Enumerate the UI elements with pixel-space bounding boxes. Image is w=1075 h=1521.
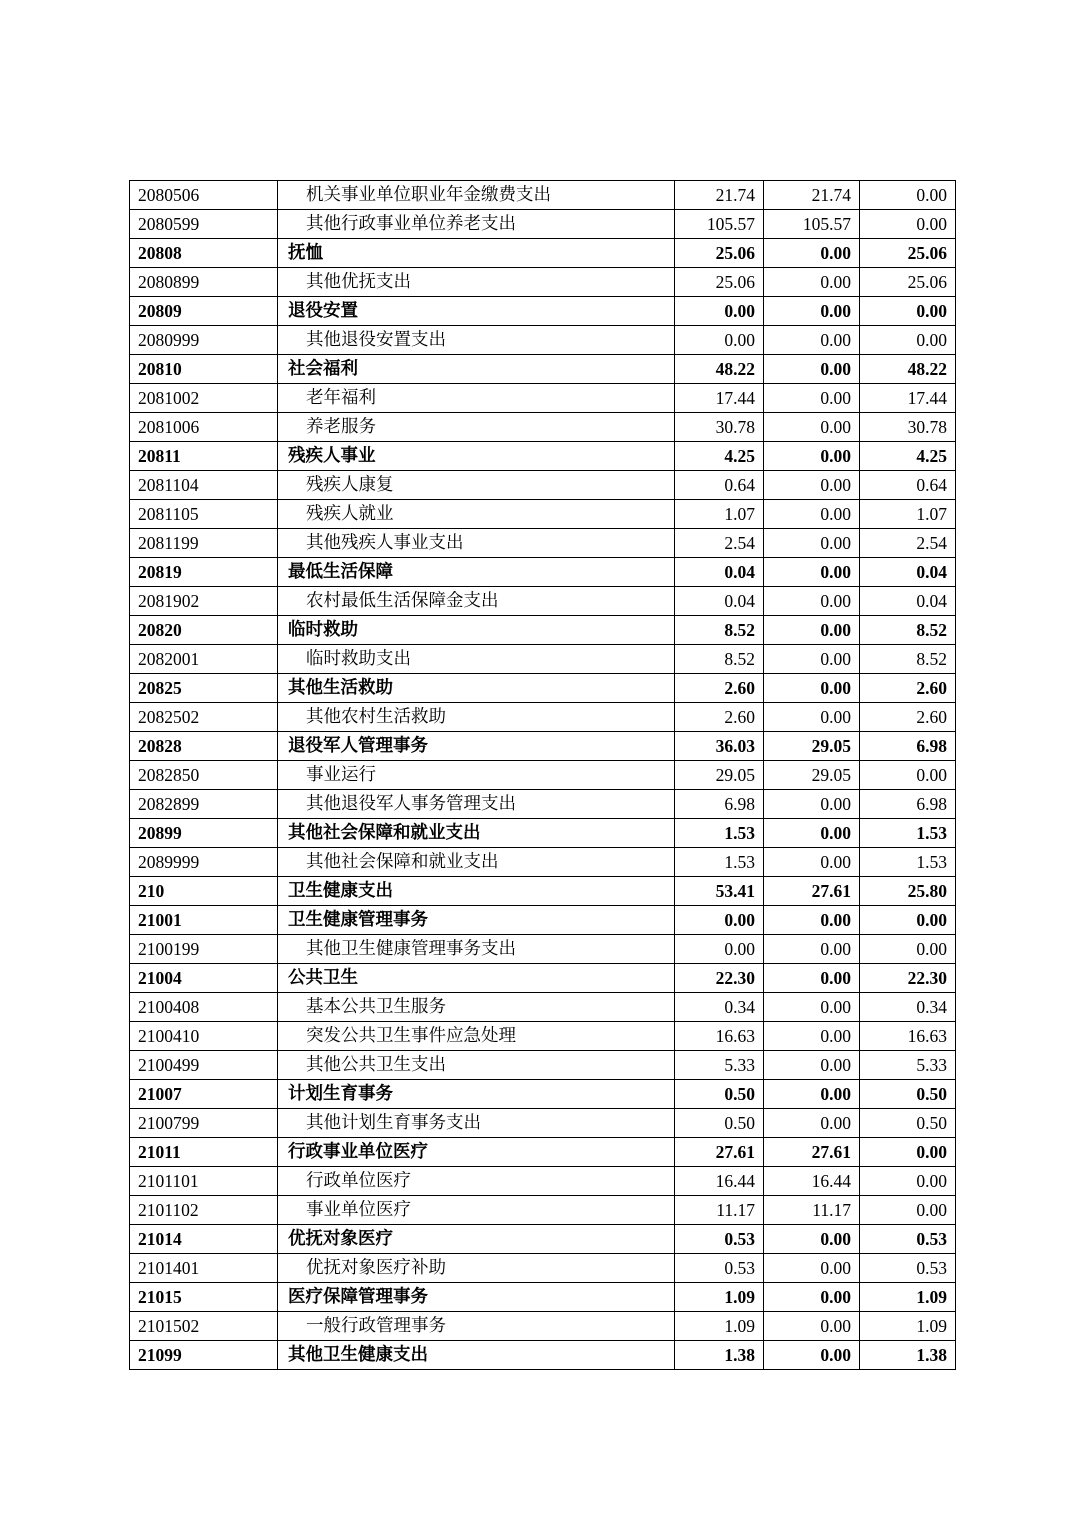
project-amount-cell: 16.63 bbox=[860, 1022, 956, 1051]
basic-amount-cell: 0.00 bbox=[764, 1225, 860, 1254]
item-name-cell: 事业运行 bbox=[278, 761, 675, 790]
total-amount-cell: 27.61 bbox=[675, 1138, 764, 1167]
project-amount-cell: 0.34 bbox=[860, 993, 956, 1022]
category-row bbox=[130, 732, 956, 761]
item-name-cell: 计划生育事务 bbox=[278, 1080, 675, 1109]
table-row bbox=[130, 587, 956, 616]
account-code-cell: 21015 bbox=[130, 1283, 278, 1312]
total-amount-cell: 0.00 bbox=[675, 906, 764, 935]
account-code-cell: 2101102 bbox=[130, 1196, 278, 1225]
basic-amount-cell: 0.00 bbox=[764, 906, 860, 935]
category-row bbox=[130, 442, 956, 471]
account-code-cell: 210 bbox=[130, 877, 278, 906]
total-amount-cell: 8.52 bbox=[675, 645, 764, 674]
item-name-cell: 突发公共卫生事件应急处理 bbox=[278, 1022, 675, 1051]
basic-amount-cell: 16.44 bbox=[764, 1167, 860, 1196]
project-amount-cell: 0.64 bbox=[860, 471, 956, 500]
project-amount-cell: 1.09 bbox=[860, 1283, 956, 1312]
account-code-cell: 2100499 bbox=[130, 1051, 278, 1080]
total-amount-cell: 21.74 bbox=[675, 181, 764, 210]
total-amount-cell: 0.04 bbox=[675, 587, 764, 616]
item-name-cell: 最低生活保障 bbox=[278, 558, 675, 587]
table-row bbox=[130, 1109, 956, 1138]
total-amount-cell: 1.38 bbox=[675, 1341, 764, 1370]
item-name-cell: 其他退役军人事务管理支出 bbox=[278, 790, 675, 819]
project-amount-cell: 17.44 bbox=[860, 384, 956, 413]
item-name-cell: 残疾人事业 bbox=[278, 442, 675, 471]
account-code-cell: 2082899 bbox=[130, 790, 278, 819]
account-code-cell: 2081105 bbox=[130, 500, 278, 529]
table-row bbox=[130, 326, 956, 355]
category-row bbox=[130, 355, 956, 384]
table-row bbox=[130, 1167, 956, 1196]
category-row bbox=[130, 1225, 956, 1254]
table-row bbox=[130, 1254, 956, 1283]
project-amount-cell: 25.06 bbox=[860, 268, 956, 297]
item-name-cell: 临时救助支出 bbox=[278, 645, 675, 674]
table-row bbox=[130, 268, 956, 297]
project-amount-cell: 2.60 bbox=[860, 703, 956, 732]
project-amount-cell: 25.80 bbox=[860, 877, 956, 906]
project-amount-cell: 0.00 bbox=[860, 297, 956, 326]
table-row bbox=[130, 1312, 956, 1341]
item-name-cell: 农村最低生活保障金支出 bbox=[278, 587, 675, 616]
total-amount-cell: 1.53 bbox=[675, 819, 764, 848]
table-row bbox=[130, 210, 956, 239]
project-amount-cell: 0.00 bbox=[860, 210, 956, 239]
basic-amount-cell: 29.05 bbox=[764, 732, 860, 761]
total-amount-cell: 0.53 bbox=[675, 1225, 764, 1254]
account-code-cell: 2081002 bbox=[130, 384, 278, 413]
total-amount-cell: 16.63 bbox=[675, 1022, 764, 1051]
basic-amount-cell: 0.00 bbox=[764, 355, 860, 384]
total-amount-cell: 29.05 bbox=[675, 761, 764, 790]
basic-amount-cell: 0.00 bbox=[764, 326, 860, 355]
project-amount-cell: 8.52 bbox=[860, 645, 956, 674]
basic-amount-cell: 11.17 bbox=[764, 1196, 860, 1225]
category-row bbox=[130, 239, 956, 268]
basic-amount-cell: 0.00 bbox=[764, 587, 860, 616]
total-amount-cell: 0.00 bbox=[675, 935, 764, 964]
item-name-cell: 临时救助 bbox=[278, 616, 675, 645]
category-row bbox=[130, 964, 956, 993]
basic-amount-cell: 27.61 bbox=[764, 1138, 860, 1167]
project-amount-cell: 0.00 bbox=[860, 1196, 956, 1225]
total-amount-cell: 1.09 bbox=[675, 1283, 764, 1312]
item-name-cell: 其他农村生活救助 bbox=[278, 703, 675, 732]
item-name-cell: 优抚对象医疗 bbox=[278, 1225, 675, 1254]
item-name-cell: 行政事业单位医疗 bbox=[278, 1138, 675, 1167]
basic-amount-cell: 0.00 bbox=[764, 819, 860, 848]
basic-amount-cell: 0.00 bbox=[764, 471, 860, 500]
category-row bbox=[130, 297, 956, 326]
account-code-cell: 20825 bbox=[130, 674, 278, 703]
basic-amount-cell: 0.00 bbox=[764, 297, 860, 326]
category-row bbox=[130, 1080, 956, 1109]
basic-amount-cell: 0.00 bbox=[764, 993, 860, 1022]
account-code-cell: 20899 bbox=[130, 819, 278, 848]
basic-amount-cell: 0.00 bbox=[764, 935, 860, 964]
item-name-cell: 老年福利 bbox=[278, 384, 675, 413]
account-code-cell: 2082001 bbox=[130, 645, 278, 674]
project-amount-cell: 0.00 bbox=[860, 761, 956, 790]
total-amount-cell: 1.53 bbox=[675, 848, 764, 877]
project-amount-cell: 0.04 bbox=[860, 558, 956, 587]
project-amount-cell: 4.25 bbox=[860, 442, 956, 471]
account-code-cell: 20828 bbox=[130, 732, 278, 761]
account-code-cell: 21007 bbox=[130, 1080, 278, 1109]
item-name-cell: 其他社会保障和就业支出 bbox=[278, 819, 675, 848]
account-code-cell: 2101502 bbox=[130, 1312, 278, 1341]
item-name-cell: 残疾人就业 bbox=[278, 500, 675, 529]
basic-amount-cell: 0.00 bbox=[764, 442, 860, 471]
total-amount-cell: 105.57 bbox=[675, 210, 764, 239]
project-amount-cell: 0.53 bbox=[860, 1225, 956, 1254]
table-row bbox=[130, 500, 956, 529]
item-name-cell: 公共卫生 bbox=[278, 964, 675, 993]
basic-amount-cell: 0.00 bbox=[764, 1109, 860, 1138]
total-amount-cell: 0.00 bbox=[675, 326, 764, 355]
total-amount-cell: 0.50 bbox=[675, 1080, 764, 1109]
item-name-cell: 事业单位医疗 bbox=[278, 1196, 675, 1225]
item-name-cell: 其他优抚支出 bbox=[278, 268, 675, 297]
basic-amount-cell: 0.00 bbox=[764, 239, 860, 268]
project-amount-cell: 30.78 bbox=[860, 413, 956, 442]
basic-amount-cell: 0.00 bbox=[764, 964, 860, 993]
category-row bbox=[130, 616, 956, 645]
project-amount-cell: 48.22 bbox=[860, 355, 956, 384]
basic-amount-cell: 0.00 bbox=[764, 645, 860, 674]
item-name-cell: 一般行政管理事务 bbox=[278, 1312, 675, 1341]
account-code-cell: 20819 bbox=[130, 558, 278, 587]
basic-amount-cell: 0.00 bbox=[764, 529, 860, 558]
category-row bbox=[130, 674, 956, 703]
table-row bbox=[130, 993, 956, 1022]
total-amount-cell: 30.78 bbox=[675, 413, 764, 442]
item-name-cell: 残疾人康复 bbox=[278, 471, 675, 500]
item-name-cell: 社会福利 bbox=[278, 355, 675, 384]
basic-amount-cell: 105.57 bbox=[764, 210, 860, 239]
table-row bbox=[130, 471, 956, 500]
project-amount-cell: 0.00 bbox=[860, 906, 956, 935]
total-amount-cell: 2.60 bbox=[675, 703, 764, 732]
total-amount-cell: 11.17 bbox=[675, 1196, 764, 1225]
basic-amount-cell: 0.00 bbox=[764, 268, 860, 297]
basic-amount-cell: 0.00 bbox=[764, 616, 860, 645]
total-amount-cell: 0.04 bbox=[675, 558, 764, 587]
account-code-cell: 2100410 bbox=[130, 1022, 278, 1051]
table-row bbox=[130, 848, 956, 877]
basic-amount-cell: 0.00 bbox=[764, 558, 860, 587]
basic-amount-cell: 0.00 bbox=[764, 500, 860, 529]
account-code-cell: 21001 bbox=[130, 906, 278, 935]
table-row bbox=[130, 1196, 956, 1225]
basic-amount-cell: 29.05 bbox=[764, 761, 860, 790]
project-amount-cell: 1.53 bbox=[860, 819, 956, 848]
account-code-cell: 2081104 bbox=[130, 471, 278, 500]
account-code-cell: 2080506 bbox=[130, 181, 278, 210]
item-name-cell: 其他残疾人事业支出 bbox=[278, 529, 675, 558]
category-row bbox=[130, 877, 956, 906]
account-code-cell: 2082502 bbox=[130, 703, 278, 732]
total-amount-cell: 48.22 bbox=[675, 355, 764, 384]
project-amount-cell: 2.54 bbox=[860, 529, 956, 558]
category-row bbox=[130, 1283, 956, 1312]
account-code-cell: 21014 bbox=[130, 1225, 278, 1254]
item-name-cell: 其他社会保障和就业支出 bbox=[278, 848, 675, 877]
item-name-cell: 其他卫生健康支出 bbox=[278, 1341, 675, 1370]
project-amount-cell: 0.00 bbox=[860, 935, 956, 964]
account-code-cell: 20811 bbox=[130, 442, 278, 471]
account-code-cell: 2082850 bbox=[130, 761, 278, 790]
item-name-cell: 医疗保障管理事务 bbox=[278, 1283, 675, 1312]
total-amount-cell: 0.50 bbox=[675, 1109, 764, 1138]
basic-amount-cell: 0.00 bbox=[764, 848, 860, 877]
basic-amount-cell: 0.00 bbox=[764, 384, 860, 413]
total-amount-cell: 5.33 bbox=[675, 1051, 764, 1080]
category-row bbox=[130, 558, 956, 587]
project-amount-cell: 22.30 bbox=[860, 964, 956, 993]
item-name-cell: 退役安置 bbox=[278, 297, 675, 326]
total-amount-cell: 2.54 bbox=[675, 529, 764, 558]
table-row bbox=[130, 790, 956, 819]
account-code-cell: 21011 bbox=[130, 1138, 278, 1167]
project-amount-cell: 0.50 bbox=[860, 1080, 956, 1109]
account-code-cell: 20808 bbox=[130, 239, 278, 268]
basic-amount-cell: 0.00 bbox=[764, 1022, 860, 1051]
account-code-cell: 20810 bbox=[130, 355, 278, 384]
account-code-cell: 21099 bbox=[130, 1341, 278, 1370]
project-amount-cell: 1.07 bbox=[860, 500, 956, 529]
basic-amount-cell: 27.61 bbox=[764, 877, 860, 906]
basic-amount-cell: 21.74 bbox=[764, 181, 860, 210]
account-code-cell: 2081902 bbox=[130, 587, 278, 616]
project-amount-cell: 6.98 bbox=[860, 732, 956, 761]
category-row bbox=[130, 1341, 956, 1370]
item-name-cell: 基本公共卫生服务 bbox=[278, 993, 675, 1022]
item-name-cell: 其他计划生育事务支出 bbox=[278, 1109, 675, 1138]
total-amount-cell: 36.03 bbox=[675, 732, 764, 761]
project-amount-cell: 0.50 bbox=[860, 1109, 956, 1138]
item-name-cell: 其他行政事业单位养老支出 bbox=[278, 210, 675, 239]
item-name-cell: 其他卫生健康管理事务支出 bbox=[278, 935, 675, 964]
project-amount-cell: 8.52 bbox=[860, 616, 956, 645]
account-code-cell: 20809 bbox=[130, 297, 278, 326]
basic-amount-cell: 0.00 bbox=[764, 703, 860, 732]
total-amount-cell: 4.25 bbox=[675, 442, 764, 471]
project-amount-cell: 1.53 bbox=[860, 848, 956, 877]
basic-amount-cell: 0.00 bbox=[764, 1312, 860, 1341]
account-code-cell: 2101101 bbox=[130, 1167, 278, 1196]
budget-table bbox=[129, 180, 956, 1370]
category-row bbox=[130, 906, 956, 935]
project-amount-cell: 5.33 bbox=[860, 1051, 956, 1080]
total-amount-cell: 25.06 bbox=[675, 239, 764, 268]
total-amount-cell: 6.98 bbox=[675, 790, 764, 819]
total-amount-cell: 1.09 bbox=[675, 1312, 764, 1341]
project-amount-cell: 1.09 bbox=[860, 1312, 956, 1341]
budget-table-body bbox=[130, 181, 956, 1370]
total-amount-cell: 0.00 bbox=[675, 297, 764, 326]
project-amount-cell: 0.00 bbox=[860, 181, 956, 210]
basic-amount-cell: 0.00 bbox=[764, 413, 860, 442]
total-amount-cell: 22.30 bbox=[675, 964, 764, 993]
item-name-cell: 卫生健康管理事务 bbox=[278, 906, 675, 935]
basic-amount-cell: 0.00 bbox=[764, 1283, 860, 1312]
project-amount-cell: 0.53 bbox=[860, 1254, 956, 1283]
total-amount-cell: 1.07 bbox=[675, 500, 764, 529]
account-code-cell: 2080599 bbox=[130, 210, 278, 239]
table-row bbox=[130, 761, 956, 790]
basic-amount-cell: 0.00 bbox=[764, 1254, 860, 1283]
table-row bbox=[130, 703, 956, 732]
account-code-cell: 2081006 bbox=[130, 413, 278, 442]
total-amount-cell: 53.41 bbox=[675, 877, 764, 906]
project-amount-cell: 0.00 bbox=[860, 1167, 956, 1196]
total-amount-cell: 16.44 bbox=[675, 1167, 764, 1196]
account-code-cell: 2100799 bbox=[130, 1109, 278, 1138]
project-amount-cell: 0.00 bbox=[860, 326, 956, 355]
project-amount-cell: 0.04 bbox=[860, 587, 956, 616]
table-row bbox=[130, 181, 956, 210]
item-name-cell: 机关事业单位职业年金缴费支出 bbox=[278, 181, 675, 210]
item-name-cell: 退役军人管理事务 bbox=[278, 732, 675, 761]
total-amount-cell: 0.34 bbox=[675, 993, 764, 1022]
table-row bbox=[130, 529, 956, 558]
basic-amount-cell: 0.00 bbox=[764, 1341, 860, 1370]
project-amount-cell: 1.38 bbox=[860, 1341, 956, 1370]
total-amount-cell: 2.60 bbox=[675, 674, 764, 703]
account-code-cell: 2080999 bbox=[130, 326, 278, 355]
category-row bbox=[130, 819, 956, 848]
item-name-cell: 卫生健康支出 bbox=[278, 877, 675, 906]
account-code-cell: 2089999 bbox=[130, 848, 278, 877]
category-row bbox=[130, 1138, 956, 1167]
account-code-cell: 2080899 bbox=[130, 268, 278, 297]
total-amount-cell: 17.44 bbox=[675, 384, 764, 413]
total-amount-cell: 0.64 bbox=[675, 471, 764, 500]
total-amount-cell: 0.53 bbox=[675, 1254, 764, 1283]
item-name-cell: 优抚对象医疗补助 bbox=[278, 1254, 675, 1283]
basic-amount-cell: 0.00 bbox=[764, 674, 860, 703]
account-code-cell: 2100199 bbox=[130, 935, 278, 964]
project-amount-cell: 0.00 bbox=[860, 1138, 956, 1167]
table-row bbox=[130, 384, 956, 413]
table-row bbox=[130, 645, 956, 674]
account-code-cell: 2100408 bbox=[130, 993, 278, 1022]
project-amount-cell: 2.60 bbox=[860, 674, 956, 703]
table-row bbox=[130, 1051, 956, 1080]
item-name-cell: 养老服务 bbox=[278, 413, 675, 442]
basic-amount-cell: 0.00 bbox=[764, 790, 860, 819]
project-amount-cell: 6.98 bbox=[860, 790, 956, 819]
account-code-cell: 20820 bbox=[130, 616, 278, 645]
account-code-cell: 2081199 bbox=[130, 529, 278, 558]
account-code-cell: 21004 bbox=[130, 964, 278, 993]
project-amount-cell: 25.06 bbox=[860, 239, 956, 268]
table-row bbox=[130, 935, 956, 964]
basic-amount-cell: 0.00 bbox=[764, 1080, 860, 1109]
item-name-cell: 其他公共卫生支出 bbox=[278, 1051, 675, 1080]
item-name-cell: 抚恤 bbox=[278, 239, 675, 268]
item-name-cell: 行政单位医疗 bbox=[278, 1167, 675, 1196]
item-name-cell: 其他生活救助 bbox=[278, 674, 675, 703]
basic-amount-cell: 0.00 bbox=[764, 1051, 860, 1080]
account-code-cell: 2101401 bbox=[130, 1254, 278, 1283]
total-amount-cell: 25.06 bbox=[675, 268, 764, 297]
table-row bbox=[130, 413, 956, 442]
total-amount-cell: 8.52 bbox=[675, 616, 764, 645]
table-row bbox=[130, 1022, 956, 1051]
item-name-cell: 其他退役安置支出 bbox=[278, 326, 675, 355]
